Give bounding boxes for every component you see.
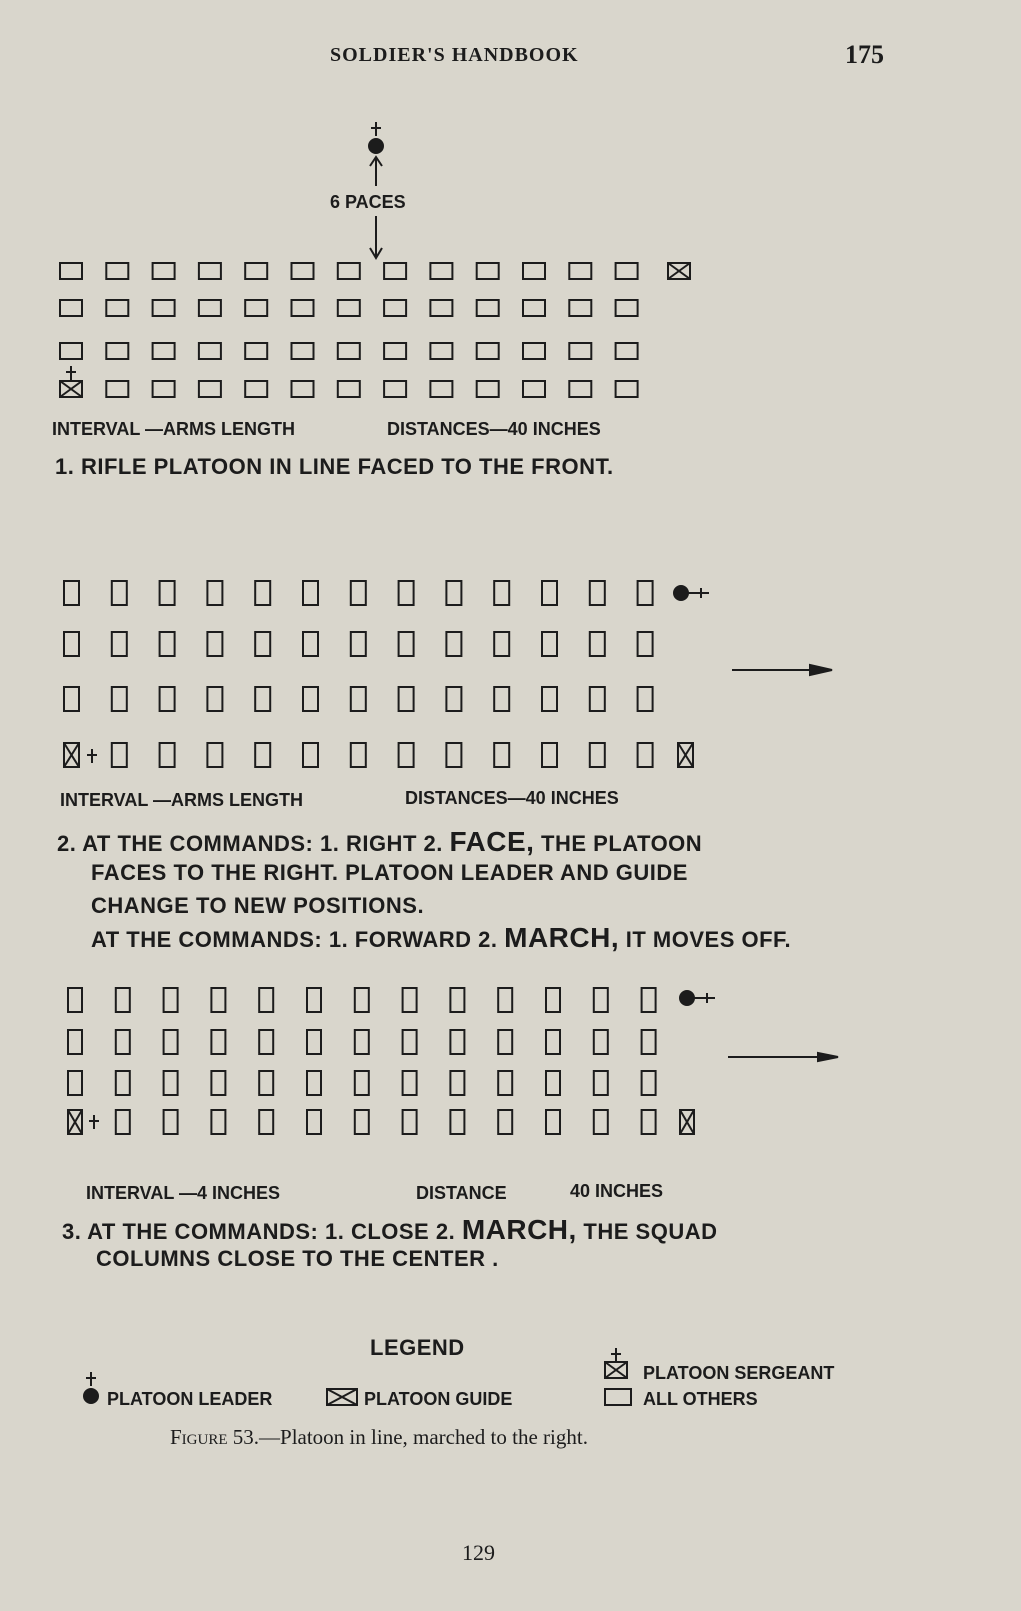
soldier-box — [569, 263, 591, 279]
soldier-box — [351, 581, 366, 605]
soldier-box — [494, 581, 509, 605]
soldier-box — [292, 263, 314, 279]
soldier-box — [303, 743, 318, 767]
soldier-box — [616, 263, 638, 279]
running-header: SOLDIER'S HANDBOOK — [330, 44, 579, 66]
soldier-box — [569, 300, 591, 316]
soldier-box — [164, 1110, 178, 1134]
soldier-box — [590, 743, 605, 767]
soldier-box — [303, 581, 318, 605]
soldier-box — [112, 743, 127, 767]
footer-page-number: 129 — [462, 1540, 495, 1565]
soldier-box — [153, 263, 175, 279]
soldier-box — [477, 263, 499, 279]
soldier-box — [106, 300, 128, 316]
soldier-box — [68, 1071, 82, 1095]
platoon-leader-icon — [369, 139, 383, 153]
soldier-box — [569, 343, 591, 359]
soldier-box — [638, 743, 653, 767]
soldier-box — [523, 263, 545, 279]
soldier-box — [160, 632, 175, 656]
soldier-box — [338, 381, 360, 397]
soldier-box — [498, 1110, 512, 1134]
soldier-box — [303, 687, 318, 711]
soldier-box — [64, 687, 79, 711]
soldier-box — [259, 988, 273, 1012]
soldier-box — [430, 300, 452, 316]
soldier-box — [446, 632, 461, 656]
soldier-box — [355, 988, 369, 1012]
soldier-box — [542, 581, 557, 605]
soldier-box — [590, 581, 605, 605]
soldier-box — [399, 687, 414, 711]
platoon-sergeant-icon — [68, 1110, 82, 1134]
soldier-box — [112, 581, 127, 605]
soldier-box — [450, 1110, 464, 1134]
soldier-box — [403, 988, 417, 1012]
platoon-sergeant-cross — [66, 366, 76, 380]
soldier-box — [259, 1110, 273, 1134]
fig3-interval-label: INTERVAL —4 INCHES — [86, 1183, 281, 1203]
soldier-box — [60, 263, 82, 279]
fig1-leader-arrow — [369, 122, 383, 258]
soldier-box — [642, 1071, 656, 1095]
soldier-box — [160, 687, 175, 711]
soldier-box — [399, 581, 414, 605]
soldier-box — [164, 1071, 178, 1095]
soldier-box — [590, 632, 605, 656]
soldier-box — [430, 381, 452, 397]
soldier-box — [430, 343, 452, 359]
march-direction-arrow — [728, 1053, 838, 1061]
soldier-box — [160, 743, 175, 767]
figure-caption: Figure 53.—Platoon in line, marched to the right. — [170, 1425, 588, 1449]
legend-platoon-leader-label: PLATOON LEADER — [107, 1389, 273, 1409]
fig3-caption-line2: COLUMNS CLOSE TO THE CENTER . — [96, 1246, 499, 1271]
soldier-box — [384, 343, 406, 359]
soldier-box — [116, 1030, 130, 1054]
soldier-box — [245, 263, 267, 279]
soldier-box — [106, 343, 128, 359]
platoon-leader-icon — [674, 586, 709, 600]
soldier-box — [307, 1071, 321, 1095]
soldier-box — [594, 1071, 608, 1095]
soldier-box — [446, 581, 461, 605]
fig2-interval-label: INTERVAL —ARMS LENGTH — [60, 790, 304, 810]
soldier-box — [477, 343, 499, 359]
soldier-box — [494, 743, 509, 767]
soldier-box — [384, 381, 406, 397]
soldier-box — [355, 1030, 369, 1054]
soldier-box — [245, 343, 267, 359]
soldier-box — [116, 1110, 130, 1134]
six-paces-label: 6 PACES — [330, 192, 406, 212]
soldier-box — [116, 1071, 130, 1095]
soldier-box — [616, 381, 638, 397]
soldier-box — [255, 687, 270, 711]
soldier-box — [638, 632, 653, 656]
soldier-box — [351, 743, 366, 767]
legend-all-others-label: ALL OTHERS — [643, 1389, 758, 1409]
soldier-box — [211, 1071, 225, 1095]
soldier-box — [594, 988, 608, 1012]
soldier-box — [616, 343, 638, 359]
soldier-box — [64, 632, 79, 656]
soldier-box — [255, 632, 270, 656]
fig3-distance-label: DISTANCE — [416, 1183, 507, 1203]
fig1-distances-label: DISTANCES—40 INCHES — [387, 419, 601, 439]
fig1-caption: 1. RIFLE PLATOON IN LINE FACED TO THE FRONT. — [55, 454, 614, 479]
soldier-box — [594, 1110, 608, 1134]
fig2-caption-line2: FACES TO THE RIGHT. PLATOON LEADER AND GUIDE — [91, 860, 688, 885]
fig2-caption-line3: CHANGE TO NEW POSITIONS. — [91, 893, 425, 918]
soldier-box — [303, 632, 318, 656]
soldier-box — [106, 381, 128, 397]
platoon-guide-icon — [668, 263, 690, 279]
soldier-box — [403, 1071, 417, 1095]
soldier-box — [153, 343, 175, 359]
soldier-box — [642, 1110, 656, 1134]
soldier-box — [542, 632, 557, 656]
soldier-box — [207, 581, 222, 605]
soldier-box — [523, 300, 545, 316]
soldier-box — [153, 300, 175, 316]
soldier-box — [616, 300, 638, 316]
soldier-box — [542, 687, 557, 711]
soldier-box — [199, 343, 221, 359]
soldier-box — [64, 581, 79, 605]
soldier-box — [477, 381, 499, 397]
soldier-box — [638, 581, 653, 605]
soldier-box — [498, 1071, 512, 1095]
fig2-caption-line1: 2. AT THE COMMANDS: 1. RIGHT 2. FACE, THE PLATOON — [57, 826, 703, 857]
fig2-distances-label: DISTANCES—40 INCHES — [405, 788, 619, 808]
soldier-box — [211, 988, 225, 1012]
soldier-box — [546, 1110, 560, 1134]
soldier-box — [590, 687, 605, 711]
soldier-box — [292, 381, 314, 397]
platoon-leader-icon — [680, 991, 715, 1005]
legend-platoon-guide-icon — [327, 1389, 357, 1405]
soldier-box — [199, 300, 221, 316]
legend-platoon-leader-icon — [84, 1372, 98, 1403]
soldier-box — [498, 1030, 512, 1054]
march-direction-arrow — [732, 665, 832, 675]
soldier-box — [207, 743, 222, 767]
platoon-sergeant-icon — [60, 381, 82, 397]
soldier-box — [450, 988, 464, 1012]
fig3-caption-line1: 3. AT THE COMMANDS: 1. CLOSE 2. MARCH, THE SQUAD — [62, 1214, 718, 1245]
soldier-box — [60, 343, 82, 359]
soldier-box — [351, 687, 366, 711]
soldier-box — [446, 743, 461, 767]
legend-platoon-sergeant-label: PLATOON SERGEANT — [643, 1363, 835, 1383]
soldier-box — [638, 687, 653, 711]
soldier-box — [384, 263, 406, 279]
soldier-box — [642, 1030, 656, 1054]
soldier-box — [160, 581, 175, 605]
soldier-box — [450, 1071, 464, 1095]
soldier-box — [338, 343, 360, 359]
legend-title: LEGEND — [370, 1335, 465, 1360]
soldier-box — [546, 1030, 560, 1054]
soldier-box — [450, 1030, 464, 1054]
soldier-box — [211, 1030, 225, 1054]
soldier-box — [292, 300, 314, 316]
platoon-guide-icon — [680, 1110, 694, 1134]
soldier-box — [351, 632, 366, 656]
soldier-box — [494, 687, 509, 711]
header-page-number: 175 — [845, 40, 884, 69]
fig1-interval-label: INTERVAL —ARMS LENGTH — [52, 419, 296, 439]
soldier-box — [292, 343, 314, 359]
soldier-box — [477, 300, 499, 316]
soldier-box — [68, 1030, 82, 1054]
legend-platoon-sergeant-icon — [605, 1348, 627, 1378]
soldier-box — [594, 1030, 608, 1054]
soldier-box — [112, 687, 127, 711]
soldier-box — [199, 381, 221, 397]
platoon-sergeant-cross — [87, 749, 97, 763]
soldier-box — [259, 1071, 273, 1095]
soldier-box — [523, 381, 545, 397]
legend-all-others-icon — [605, 1389, 631, 1405]
soldier-box — [338, 263, 360, 279]
soldier-box — [112, 632, 127, 656]
soldier-box — [542, 743, 557, 767]
soldier-box — [164, 1030, 178, 1054]
fig2-caption-line4: AT THE COMMANDS: 1. FORWARD 2. MARCH, IT MOVES OFF. — [91, 922, 792, 953]
soldier-box — [403, 1030, 417, 1054]
platoon-sergeant-icon — [64, 743, 79, 767]
platoon-guide-icon — [678, 743, 693, 767]
soldier-box — [106, 263, 128, 279]
soldier-box — [384, 300, 406, 316]
soldier-box — [642, 988, 656, 1012]
soldier-box — [164, 988, 178, 1012]
soldier-box — [207, 687, 222, 711]
soldier-box — [403, 1110, 417, 1134]
soldier-box — [259, 1030, 273, 1054]
soldier-box — [546, 988, 560, 1012]
legend-platoon-guide-label: PLATOON GUIDE — [364, 1389, 513, 1409]
soldier-box — [255, 581, 270, 605]
platoon-sergeant-cross — [89, 1115, 99, 1129]
soldier-box — [307, 988, 321, 1012]
soldier-box — [546, 1071, 560, 1095]
soldier-box — [399, 743, 414, 767]
soldier-box — [399, 632, 414, 656]
soldier-box — [255, 743, 270, 767]
soldier-box — [211, 1110, 225, 1134]
soldier-box — [68, 988, 82, 1012]
soldier-box — [498, 988, 512, 1012]
soldier-box — [569, 381, 591, 397]
soldier-box — [430, 263, 452, 279]
soldier-box — [199, 263, 221, 279]
soldier-box — [355, 1110, 369, 1134]
soldier-box — [494, 632, 509, 656]
soldier-box — [245, 300, 267, 316]
soldier-box — [523, 343, 545, 359]
soldier-box — [153, 381, 175, 397]
fig3-distance-value: 40 INCHES — [570, 1181, 664, 1201]
soldier-box — [60, 300, 82, 316]
soldier-box — [355, 1071, 369, 1095]
soldier-box — [446, 687, 461, 711]
soldier-box — [116, 988, 130, 1012]
soldier-box — [307, 1030, 321, 1054]
soldier-box — [207, 632, 222, 656]
soldier-box — [307, 1110, 321, 1134]
soldier-box — [245, 381, 267, 397]
soldier-box — [338, 300, 360, 316]
